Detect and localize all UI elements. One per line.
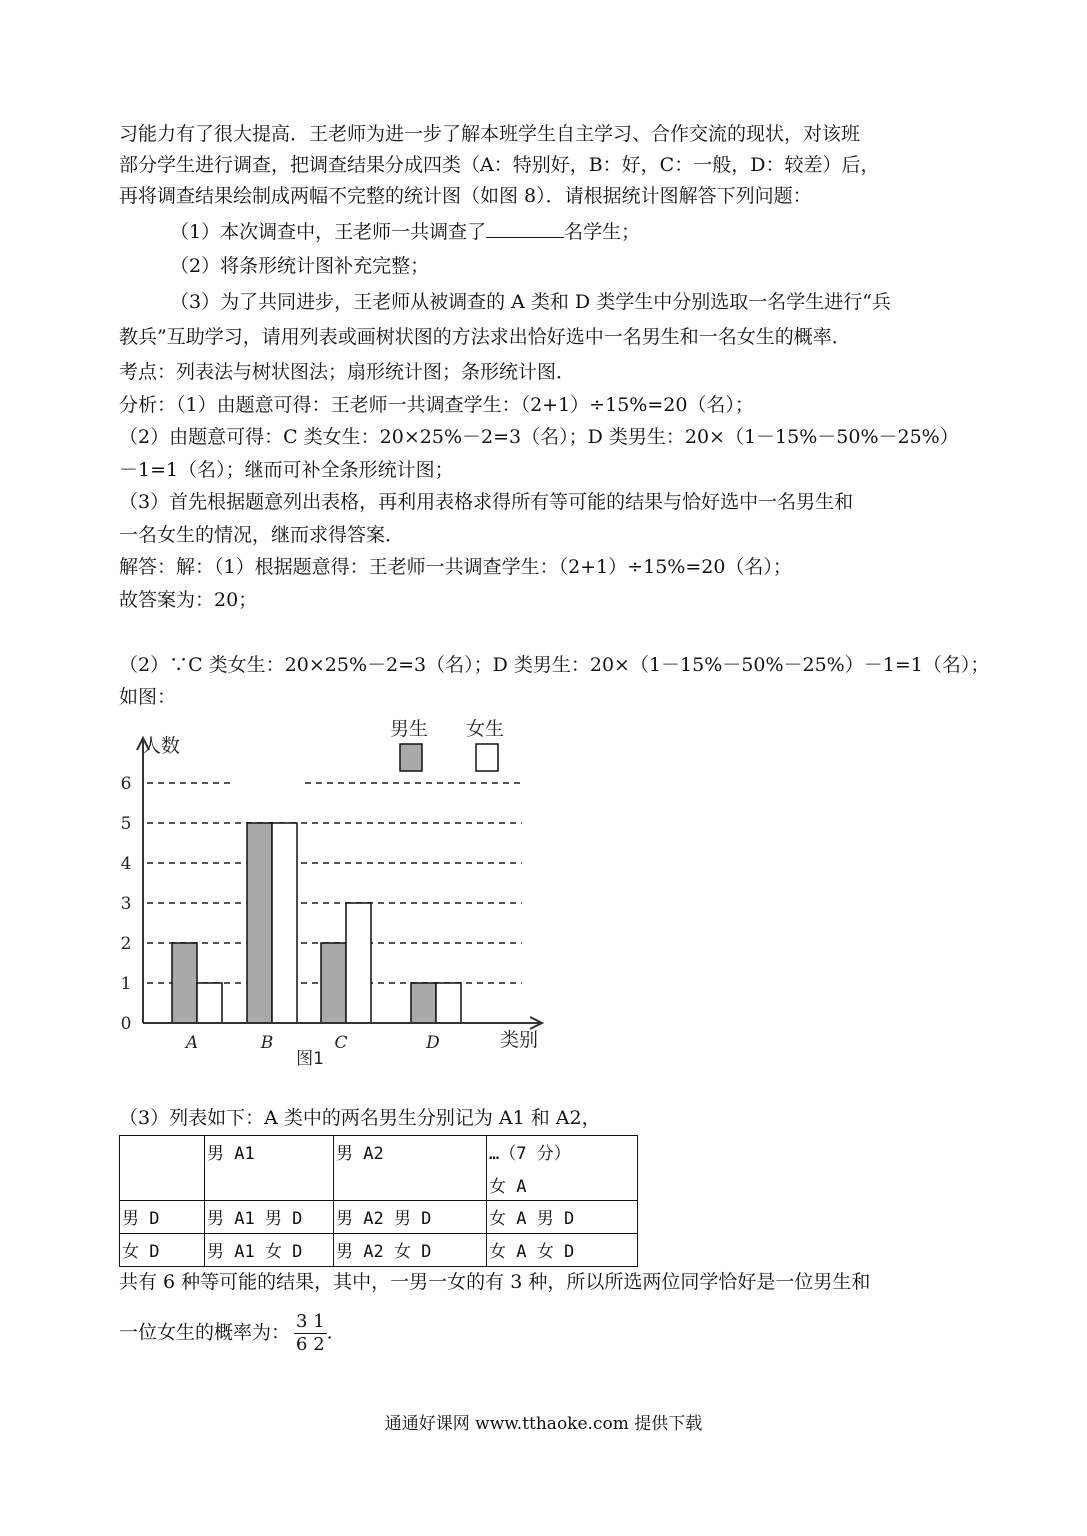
- text-line-3: 再将调查结果绘制成两幅不完整的统计图（如图 8）．请根据统计图解答下列问题：: [119, 185, 812, 207]
- legend-label: 女生: [466, 718, 505, 740]
- y-axis-title: 人数: [142, 735, 181, 757]
- analysis-line-3: －1=1（名）；继而可补全条形统计图；: [119, 459, 454, 481]
- answer-blank: [486, 219, 564, 238]
- x-tick-label: D: [426, 1033, 440, 1053]
- table-cell: 女 A 男 D: [487, 1201, 638, 1234]
- text-line-2: 部分学生进行调查，把调查结果分成四类（A：特别好，B：好，C：一般，D：较差）后，: [119, 154, 880, 176]
- table-row: [120, 1234, 638, 1267]
- y-tick-label: 5: [120, 814, 132, 834]
- y-tick-label: 3: [120, 894, 132, 914]
- conclusion-line-1: 共有 6 种等可能的结果，其中，一男一女的有 3 种，所以所选两位同学恰好是一位男生和: [119, 1271, 871, 1293]
- fraction-denominator: 6 2: [296, 1334, 325, 1355]
- analysis-line-4: （3）首先根据题意列出表格，再利用表格求得所有等可能的结果与恰好选中一名男生和: [119, 491, 854, 513]
- chart-bars: [172, 823, 461, 1023]
- table-cell: 男 A1 男 D: [205, 1201, 334, 1234]
- table-cell: 男 A2 男 D: [334, 1201, 487, 1234]
- analysis-line-1: 分析：（1）由题意可得：王老师一共调查学生：（2+1）÷15%=20（名）；: [119, 394, 754, 416]
- legend-swatch: [400, 744, 422, 771]
- bar-B-女生: [272, 823, 297, 1023]
- legend-label: 男生: [390, 718, 429, 740]
- answer-part2-line: （2）∵C 类女生：20×25%－2=3（名）；D 类男生：20×（1－15%－50%－25%）－1=1（名）；: [119, 654, 990, 676]
- x-tick-label: C: [334, 1033, 348, 1053]
- y-tick-label: 1: [120, 974, 132, 994]
- x-tick-label: A: [185, 1033, 199, 1053]
- bar-D-男生: [411, 983, 436, 1023]
- bar-D-女生: [436, 983, 461, 1023]
- question-3: （3）为了共同进步，王老师从被调查的 A 类和 D 类学生中分别选取一名学生进行“兵: [170, 291, 891, 313]
- bar-C-男生: [321, 943, 346, 1023]
- y-tick-label: 6: [120, 774, 132, 794]
- table-cell: 女 D: [120, 1234, 205, 1267]
- answer-line-2: 故答案为：20；: [119, 589, 258, 611]
- question-2: （2）将条形统计图补充完整；: [170, 255, 430, 277]
- y-tick-label: 2: [120, 934, 132, 954]
- text-line-1: 习能力有了很大提高．王老师为进一步了解本班学生自主学习、合作交流的现状，对该班: [119, 123, 861, 145]
- outcome-table: [119, 1135, 638, 1267]
- table-row: [120, 1201, 638, 1234]
- kaodian-line: 考点：列表法与树状图法；扇形统计图；条形统计图．: [119, 361, 576, 383]
- legend-swatch: [476, 744, 498, 771]
- table-cell: 女 A 女 D: [487, 1234, 638, 1267]
- footer-credit: 通通好课网 www.tthaoke.com 提供下载: [384, 1414, 703, 1434]
- conclusion-line-2-text: 一位女生的概率为：: [119, 1321, 291, 1344]
- table-cell: 男 A1 女 D: [205, 1234, 334, 1267]
- probability-fraction: [294, 1311, 327, 1356]
- analysis-line-5: 一名女生的情况，继而求得答案．: [119, 524, 405, 546]
- fraction-numerator: 3 1: [296, 1311, 325, 1332]
- as-figure-line: 如图：: [119, 686, 177, 708]
- analysis-line-2: （2）由题意可得：C 类女生：20×25%－2=3（名）；D 类男生：20×（1－15%－50%－25%）: [119, 426, 959, 448]
- x-axis-title: 类别: [500, 1029, 539, 1051]
- table-cell: 男 A2 女 D: [334, 1234, 487, 1267]
- y-tick-label: 4: [120, 854, 132, 874]
- bar-C-女生: [346, 903, 371, 1023]
- table-cell: 男 A2: [334, 1136, 487, 1201]
- question-1: [170, 219, 640, 244]
- fraction-tail: .: [326, 1321, 333, 1344]
- table-cell: 男 A1: [205, 1136, 334, 1201]
- table-header-row: [120, 1136, 638, 1201]
- table-cell-bottom: 女 A: [489, 1177, 527, 1197]
- table-cell: [487, 1136, 638, 1201]
- chart-legend: [390, 718, 504, 771]
- bar-A-女生: [197, 983, 222, 1023]
- table-cell: 男 D: [120, 1201, 205, 1234]
- part3-line: （3）列表如下：A 类中的两名男生分别记为 A1 和 A2，: [119, 1107, 601, 1129]
- table-cell: [120, 1136, 205, 1201]
- answer-line-1: 解答：解：（1）根据题意得：王老师一共调查学生：（2+1）÷15%=20（名）；: [119, 556, 792, 578]
- bar-B-男生: [247, 823, 272, 1023]
- conclusion-line-2: [119, 1311, 333, 1356]
- x-tick-label: B: [260, 1033, 274, 1053]
- y-tick-label: 0: [120, 1014, 132, 1034]
- question-1-text: （1）本次调查中，王老师一共调查了: [170, 221, 487, 243]
- figure-caption: 图1: [296, 1049, 324, 1069]
- table-cell-top: …（7 分）: [489, 1144, 571, 1164]
- bar-chart: [112, 718, 552, 1070]
- bar-A-男生: [172, 943, 197, 1023]
- question-1-tail: 名学生；: [564, 221, 641, 243]
- question-3-cont: 教兵”互助学习，请用列表或画树状图的方法求出恰好选中一名男生和一名女生的概率．: [119, 326, 851, 348]
